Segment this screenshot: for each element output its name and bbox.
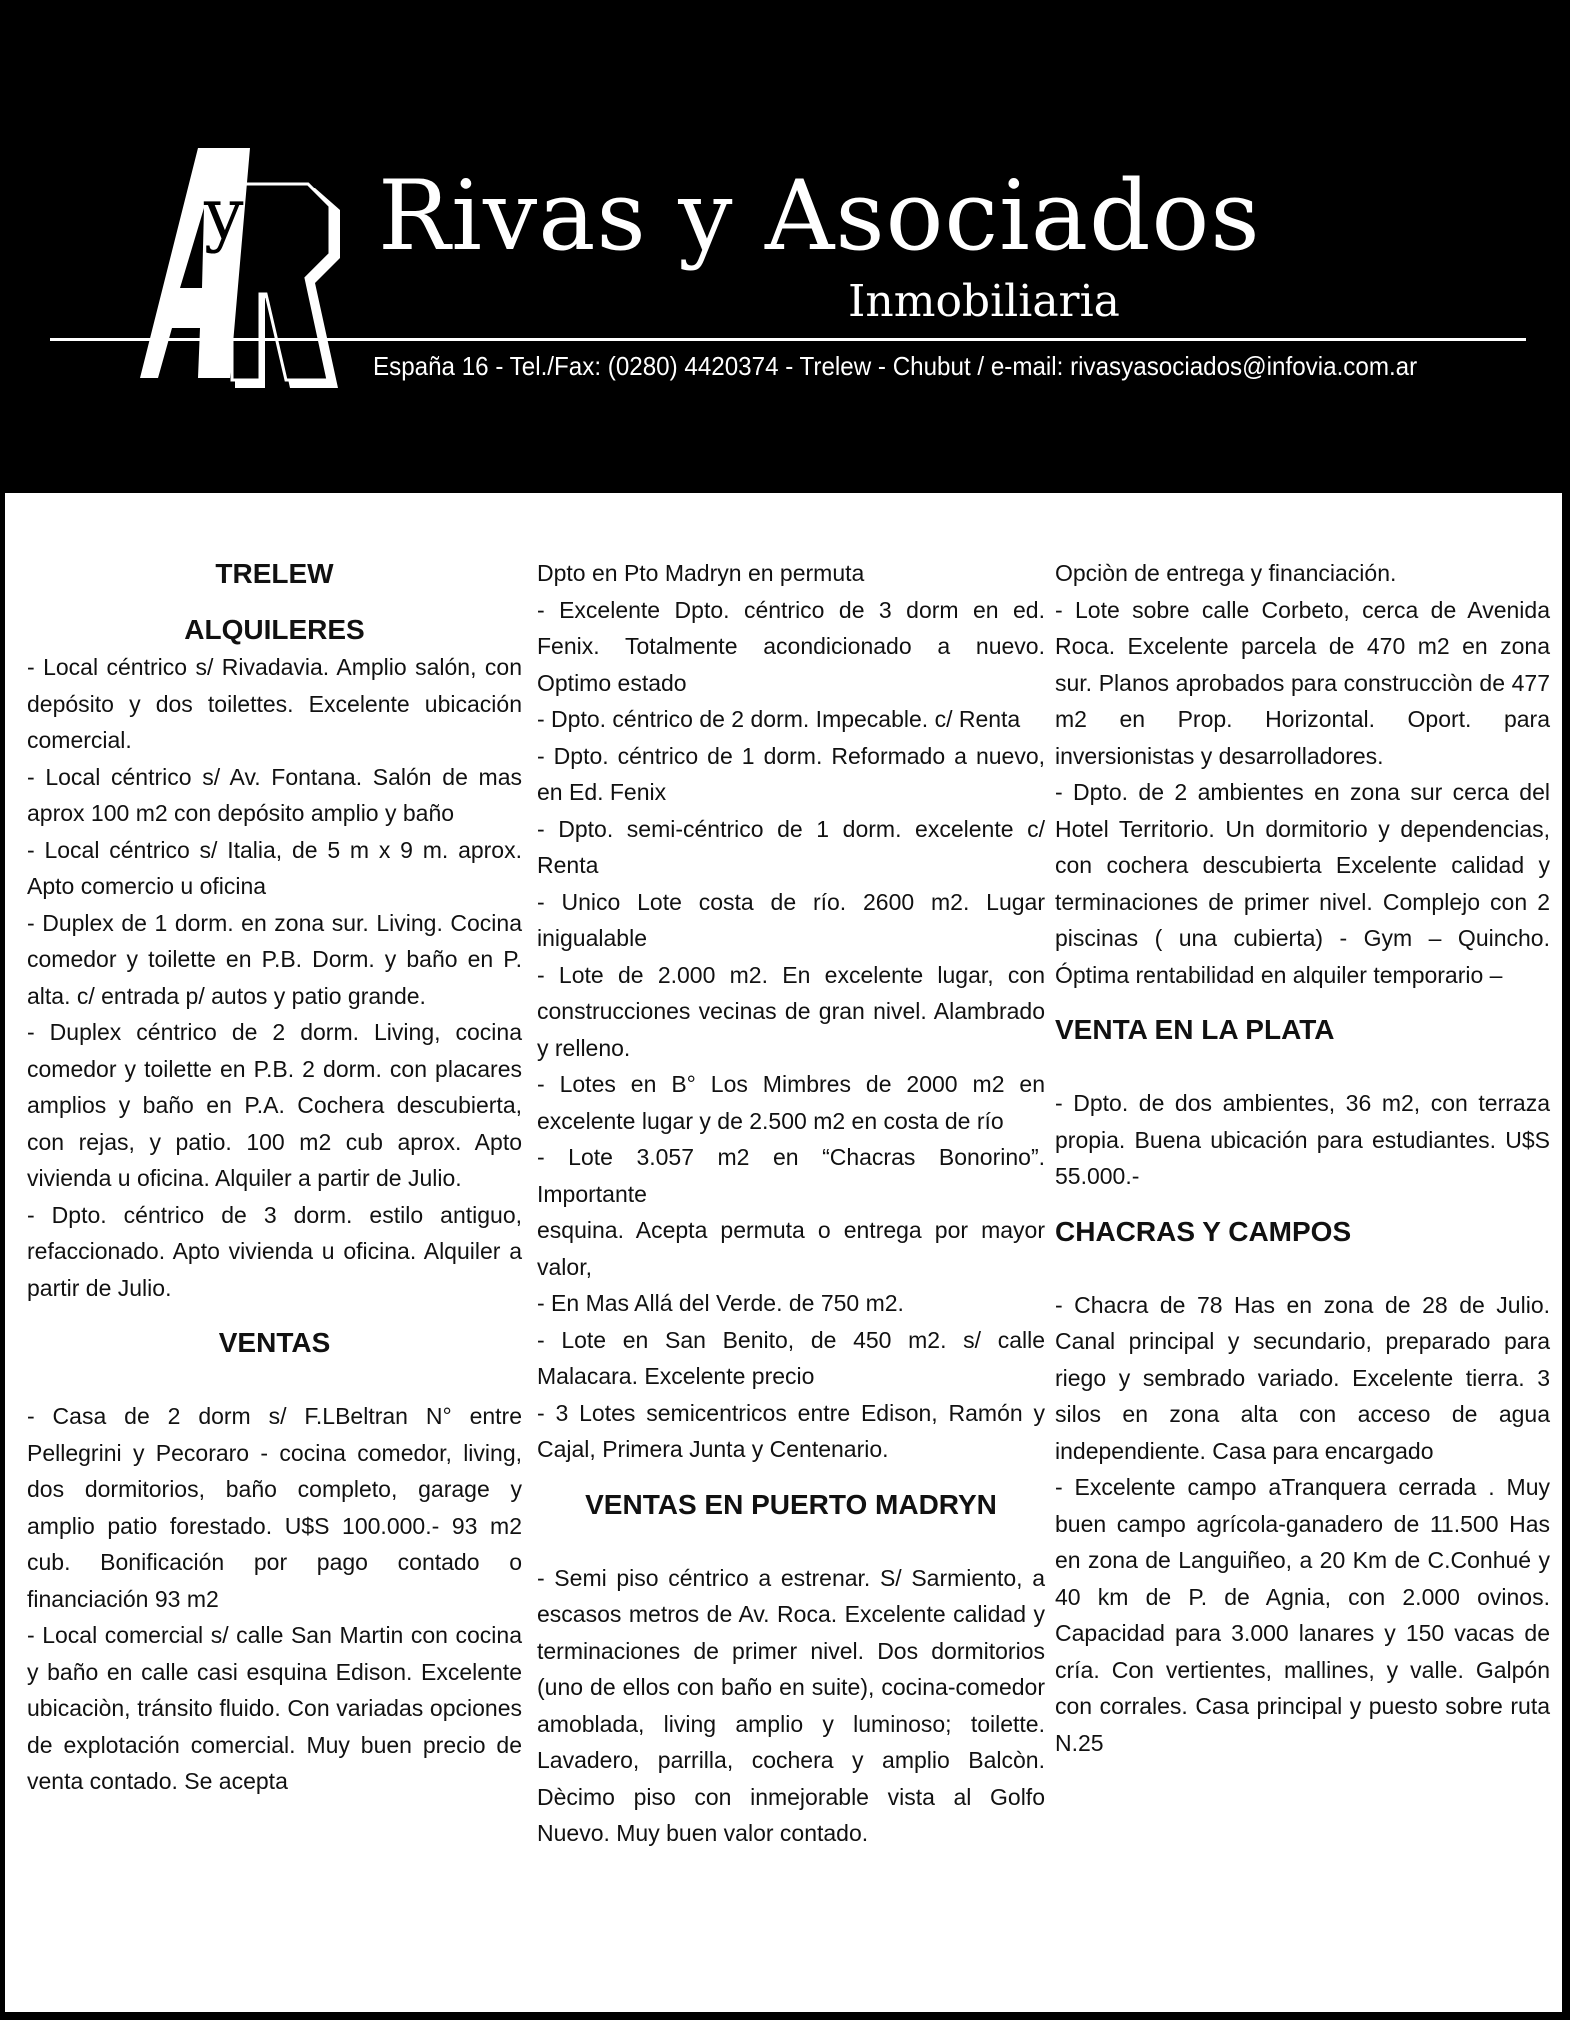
- listing-item: - Semi piso céntrico a estrenar. S/ Sarmiento, a escasos metros de Av. Roca. Excelente calidad y terminaciones de primer nivel. Dos dormitorios (uno de ellos con baño en suite), cocina-comedor amoblada, living amplio y luminoso; toilette. Lavadero, parrilla, cochera y amplio Balcòn. Dècimo piso con inmejorable vista al Golfo Nuevo. Muy buen valor contado.: [537, 1564, 1045, 1846]
- listing-item: - Chacra de 78 Has en zona de 28 de Julio. Canal principal y secundario, preparado para riego y sembrado variado. Excelente tierra. 3 silos en zona alta con acceso de agua independiente. Casa para encargado: [1055, 1291, 1550, 1464]
- listing-item: esquina. Acepta permuta o entrega por mayor valor,: [537, 1217, 1045, 1280]
- section-heading-la-plata: VENTA EN LA PLATA: [1055, 1014, 1335, 1045]
- listing-item: - Duplex céntrico de 2 dorm. Living, cocina comedor y toilette en P.B. 2 dorm. con placares amplios y baño en P.A. Cochera descubierta, con rejas, y patio. 100 m2 cub aprox. Apto vivienda u oficina. Alquiler a partir de Julio.: [27, 1019, 522, 1191]
- listing-item: - Excelente Dpto. céntrico de 3 dorm en ed. Fenix. Totalmente acondicionado a nuevo. Optimo estado: [537, 596, 1045, 696]
- contact-line: España 16 - Tel./Fax: (0280) 4420374 - Trelew - Chubut / e-mail: rivasyasociados@infovia.com.ar: [373, 351, 1418, 381]
- listing-item: - Lote 3.057 m2 en “Chacras Bonorino”. Importante: [537, 1144, 1045, 1207]
- listing-item: - Duplex de 1 dorm. en zona sur. Living. Cocina comedor y toilette en P.B. Dorm. y baño en P. alta. c/ entrada p/ autos y patio grande.: [27, 909, 522, 1009]
- company-tagline: Inmobiliaria: [848, 276, 1120, 327]
- listing-item: - Casa de 2 dorm s/ F.LBeltran N° entre Pellegrini y Pecoraro - cocina comedor, living, dos dormitorios, baño completo, garage y amplio patio forestado. U$S 100.000.- 93 m2 cub. Bonificación por pago contado o financiación 93 m2: [27, 1403, 522, 1612]
- city-heading: TRELEW: [215, 558, 334, 589]
- listing-item: - Dpto. de dos ambientes, 36 m2, con terraza propia. Buena ubicación para estudiantes. U$S 55.000.-: [1055, 1090, 1550, 1189]
- listing-item: - Dpto. céntrico de 3 dorm. estilo antiguo, refaccionado. Apto vivienda u oficina. Alquiler a partir de Julio.: [27, 1201, 522, 1301]
- listing-item: - Lote de 2.000 m2. En excelente lugar, con construcciones vecinas de gran nivel. Alambrado y relleno.: [537, 961, 1045, 1061]
- section-heading-puerto-madryn: VENTAS EN PUERTO MADRYN: [585, 1488, 997, 1520]
- listing-item: - Unico Lote costa de río. 2600 m2. Lugar inigualable: [537, 888, 1045, 951]
- listing-item: Opciòn de entrega y financiación.: [1055, 560, 1397, 586]
- section-heading-alquileres: ALQUILERES: [184, 614, 365, 645]
- column-ventas-cont: [537, 555, 1045, 1852]
- column-trelew: [27, 555, 522, 1800]
- listing-item: - 3 Lotes semicentricos entre Edison, Ramón y Cajal, Primera Junta y Centenario.: [537, 1399, 1045, 1462]
- listing-item: - Dpto. céntrico de 2 dorm. Impecable. c/ Renta: [537, 706, 1021, 732]
- column-otros: [1055, 555, 1550, 1761]
- header: [0, 0, 1570, 493]
- listing-item: - Dpto. semi-céntrico de 1 dorm. excelente c/ Renta: [537, 815, 1045, 878]
- company-logo: [140, 148, 355, 388]
- company-name: Rivas y Asociados: [378, 160, 1261, 272]
- listing-item: - Local céntrico s/ Italia, de 5 m x 9 m. aprox. Apto comercio u oficina: [27, 836, 522, 899]
- listing-item: - En Mas Allá del Verde. de 750 m2.: [537, 1290, 904, 1316]
- listing-item: - Lote sobre calle Corbeto, cerca de Avenida Roca. Excelente parcela de 470 m2 en zona sur. Planos aprobados para construcciòn de 477 m2 en Prop. Horizontal. Oport. para inversionistas y desarrolladores.: [1055, 596, 1550, 769]
- listing-item: - Local céntrico s/ Av. Fontana. Salón de mas aprox 100 m2 con depósito amplio y baño: [27, 763, 522, 826]
- listing-item: - Local céntrico s/ Rivadavia. Amplio salón, con depósito y dos toilettes. Excelente ubicación comercial.: [27, 654, 522, 753]
- listing-item: - Dpto. de 2 ambientes en zona sur cerca del Hotel Territorio. Un dormitorio y dependencias, con cochera descubierta Excelente calidad y terminaciones de primer nivel. Complejo con 2 piscinas ( una cubierta) - Gym – Quincho. Óptima rentabilidad en alquiler temporario –: [1055, 779, 1550, 988]
- header-divider: [50, 338, 1526, 341]
- listing-item: - Lotes en B° Los Mimbres de 2000 m2 en excelente lugar y de 2.500 m2 en costa de río: [537, 1071, 1045, 1134]
- listing-item: - Local comercial s/ calle San Martin con cocina y baño en calle casi esquina Edison. Excelente ubicaciòn, tránsito fluido. Con variadas opciones de explotación comercial. Muy buen precio de venta contado. Se acepta: [27, 1622, 522, 1794]
- section-heading-ventas: VENTAS: [218, 1327, 331, 1358]
- listings-panel: [5, 493, 1562, 2012]
- svg-text:y: y: [204, 173, 244, 255]
- listing-item: - Excelente campo aTranquera cerrada . Muy buen campo agrícola-ganadero de 11.500 Has en zona de Languiñeo, a 20 Km de C.Conhué y 40 km de P. de Agnia, con 2.000 ovinos. Capacidad para 3.000 lanares y 150 vacas de cría. Con vertientes, mallines, y valle. Galpón con corrales. Casa principal y puesto sobre ruta N.25: [1055, 1474, 1550, 1756]
- listing-item: - Dpto. céntrico de 1 dorm. Reformado a nuevo, en Ed. Fenix: [537, 742, 1045, 805]
- listing-item: Dpto en Pto Madryn en permuta: [537, 560, 865, 586]
- listing-item: - Lote en San Benito, de 450 m2. s/ calle Malacara. Excelente precio: [537, 1326, 1045, 1389]
- section-heading-chacras: CHACRAS Y CAMPOS: [1055, 1215, 1352, 1247]
